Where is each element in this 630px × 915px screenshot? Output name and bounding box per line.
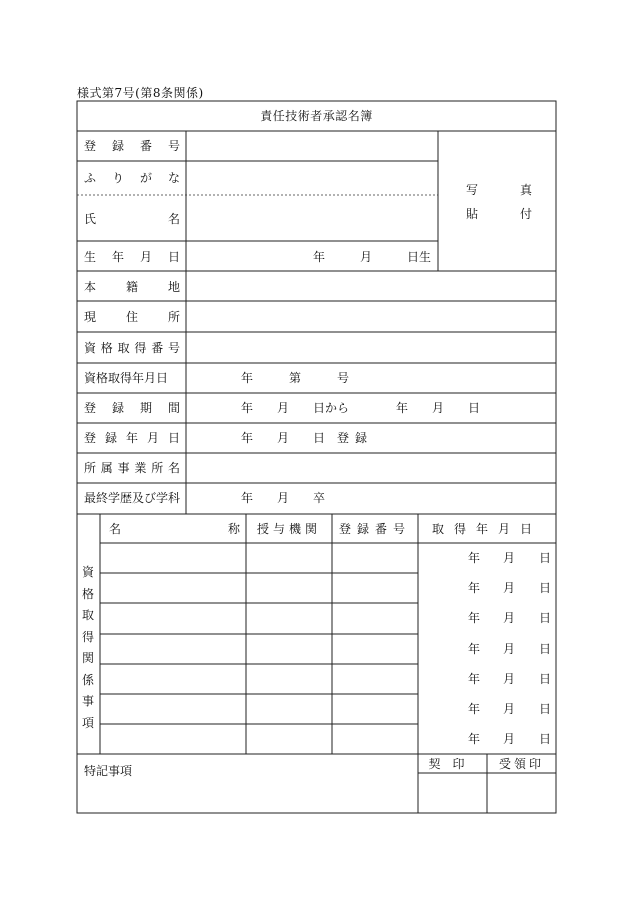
label-education: 最終学歴及び学科 [84, 491, 181, 505]
qual-row-month: 月 [503, 702, 516, 716]
receipt-seal-box[interactable] [488, 774, 555, 812]
qual-row-day: 日 [539, 702, 552, 716]
remarks-label: 特記事項 [84, 764, 133, 778]
qual-row-issuer-cell[interactable] [247, 574, 332, 602]
photo-label-hari: 貼 [466, 207, 479, 221]
qual-row-day: 日 [539, 611, 552, 625]
edu-graduated: 卒 [313, 491, 326, 505]
label-registration-period: 登 録 期 間 [84, 401, 180, 415]
birth-day-label: 日生 [407, 250, 432, 264]
qual-row-issuer-cell[interactable] [247, 635, 332, 663]
qual-row-day: 日 [539, 551, 552, 565]
office-name-field[interactable] [187, 454, 555, 482]
domicile-field[interactable] [187, 272, 555, 300]
edu-month: 月 [277, 491, 290, 505]
qual-row-issuer-cell[interactable] [247, 725, 332, 753]
label-domicile: 本 籍 地 [84, 280, 180, 294]
qual-row-regno-cell[interactable] [333, 574, 418, 602]
qual-go-label: 号 [337, 371, 350, 385]
qual-row-regno-cell[interactable] [333, 695, 418, 723]
period-year1: 年 [241, 401, 254, 415]
regdate-day: 日 [313, 431, 326, 445]
qual-row-issuer-cell[interactable] [247, 665, 332, 693]
current-address-field[interactable] [187, 302, 555, 331]
receipt-seal-label: 受領印 [498, 757, 544, 771]
label-current-address: 現 住 所 [84, 310, 180, 324]
qual-row-name-cell[interactable] [101, 604, 246, 632]
qual-row-year: 年 [468, 732, 481, 746]
qual-row-year: 年 [468, 642, 481, 656]
qual-row-name-cell[interactable] [101, 574, 246, 602]
qualification-number-field[interactable] [187, 333, 555, 362]
birth-month-label: 月 [360, 250, 373, 264]
qual-row-name-cell[interactable] [101, 635, 246, 663]
qual-row-month: 月 [503, 551, 516, 565]
photo-label-tsuke: 付 [520, 207, 533, 221]
label-office-name: 所 属 事 業 所 名 [84, 461, 180, 475]
regdate-month: 月 [277, 431, 290, 445]
qual-dai-label: 第 [289, 371, 302, 385]
period-month1: 月 [277, 401, 290, 415]
header-reg-no: 登録番号 [338, 522, 411, 536]
period-year2: 年 [396, 401, 409, 415]
qual-row-regno-cell[interactable] [333, 635, 418, 663]
qual-row-regno-cell[interactable] [333, 544, 418, 572]
qual-row-issuer-cell[interactable] [247, 604, 332, 632]
qual-row-regno-cell[interactable] [333, 725, 418, 753]
period-day2: 日 [468, 401, 481, 415]
qual-row-year: 年 [468, 551, 481, 565]
header-issuer: 授与機関 [256, 522, 321, 536]
form-title: 責任技術者承認名簿 [260, 109, 373, 123]
header-name-b: 称 [228, 522, 241, 536]
qual-row-regno-cell[interactable] [333, 665, 418, 693]
furigana-field[interactable] [187, 162, 437, 194]
label-name: 氏 名 [84, 212, 180, 226]
qual-row-day: 日 [539, 732, 552, 746]
label-registration-number: 登 録 番 号 [84, 139, 180, 153]
qual-row-year: 年 [468, 611, 481, 625]
photo-label-sha: 写 [466, 183, 479, 197]
qual-row-day: 日 [539, 581, 552, 595]
qual-row-day: 日 [539, 642, 552, 656]
label-qualification-date: 資格取得年月日 [84, 371, 169, 385]
qual-row-name-cell[interactable] [101, 665, 246, 693]
edu-year: 年 [241, 491, 254, 505]
qual-row-month: 月 [503, 581, 516, 595]
qual-row-year: 年 [468, 581, 481, 595]
label-birthdate: 生 年 月 日 [84, 250, 180, 264]
header-name-a: 名 [109, 522, 122, 536]
qual-row-year: 年 [468, 672, 481, 686]
qual-row-month: 月 [503, 732, 516, 746]
qual-row-month: 月 [503, 642, 516, 656]
regdate-year: 年 [241, 431, 254, 445]
qual-row-regno-cell[interactable] [333, 604, 418, 632]
period-month2: 月 [432, 401, 445, 415]
form-number: 様式第7号(第8条関係) [77, 86, 204, 100]
qual-row-year: 年 [468, 702, 481, 716]
photo-box[interactable] [439, 132, 555, 270]
qual-row-month: 月 [503, 672, 516, 686]
qual-row-day: 日 [539, 672, 552, 686]
qual-row-name-cell[interactable] [101, 544, 246, 572]
qual-year-label: 年 [241, 371, 254, 385]
regdate-toroku: 登録 [337, 431, 374, 445]
name-field[interactable] [187, 196, 437, 240]
registration-number-field[interactable] [187, 132, 437, 160]
qual-row-name-cell[interactable] [101, 725, 246, 753]
photo-label-shin: 真 [520, 183, 533, 197]
seal-box[interactable] [419, 774, 486, 812]
label-registration-date: 登 録 年 月 日 [84, 431, 180, 445]
birth-year-label: 年 [313, 250, 326, 264]
qual-row-issuer-cell[interactable] [247, 695, 332, 723]
header-acquired-date: 取得年月日 [431, 522, 542, 536]
seal-label: 契印 [428, 757, 477, 771]
period-day-from: 日から [313, 401, 350, 415]
qual-row-issuer-cell[interactable] [247, 544, 332, 572]
label-furigana: ふ り が な [84, 171, 180, 185]
label-qualification-number: 資 格 取 得 番 号 [84, 341, 180, 355]
qual-row-month: 月 [503, 611, 516, 625]
qual-row-name-cell[interactable] [101, 695, 246, 723]
qualification-section-label: 資 格 取 得 関 係 事 項 [81, 565, 94, 730]
